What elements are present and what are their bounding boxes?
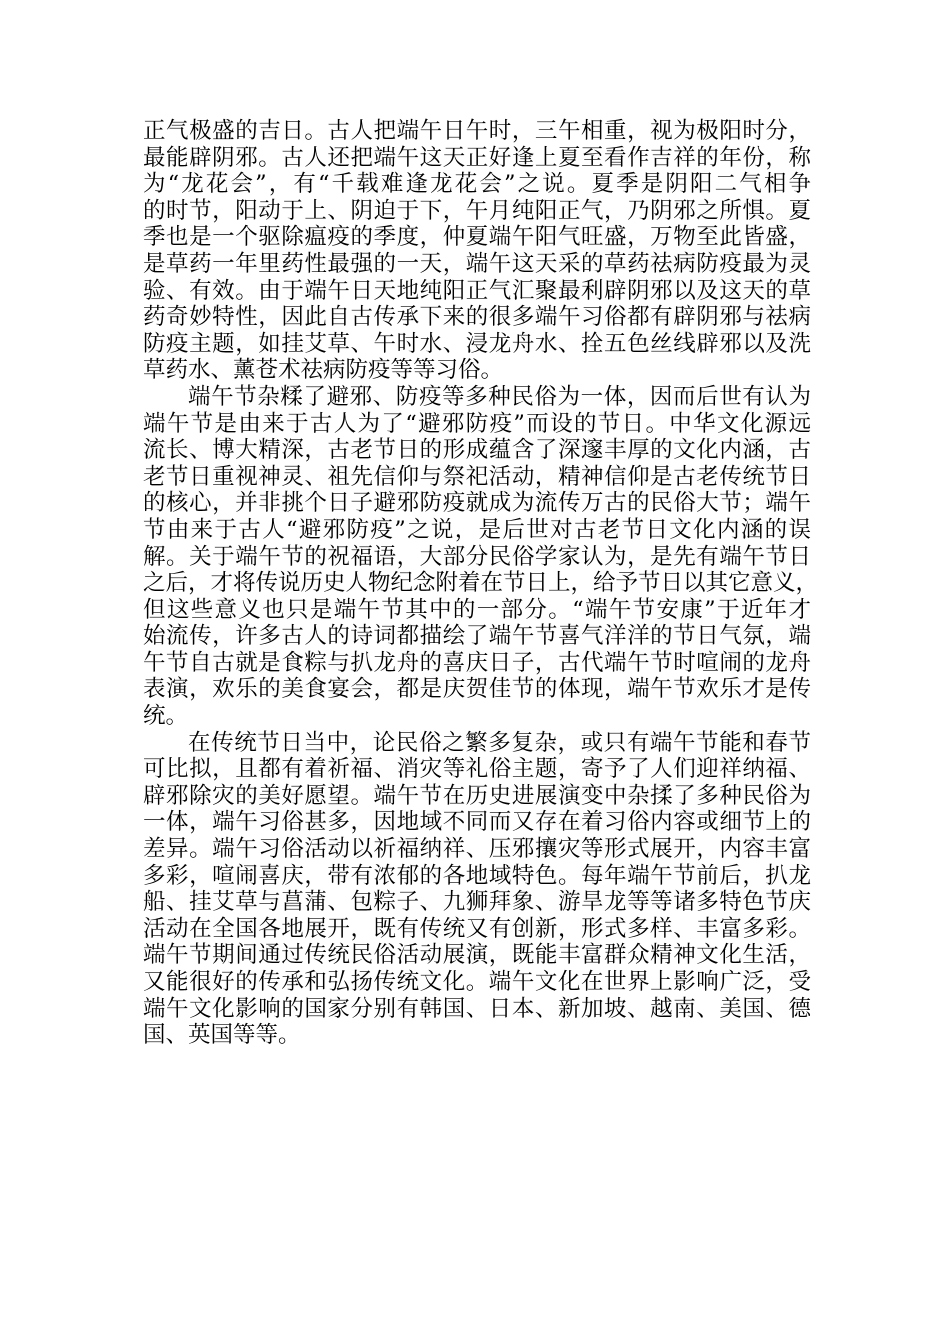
paragraph xyxy=(143,118,811,384)
text-line: 解。关于端午节的祝福语，大部分民俗学家认为，是先有端午节日 xyxy=(143,543,811,570)
text-line: 表演，欢乐的美食宴会，都是庆贺佳节的体现，端午节欢乐才是传 xyxy=(143,676,811,703)
text-line: 正气极盛的吉日。古人把端午日午时，三午相重，视为极阳时分， xyxy=(143,118,811,144)
text-line: 为“龙花会”，有“千载难逢龙花会”之说。夏季是阴阳二气相争 xyxy=(143,171,811,198)
text-line: 草药水、薰苍术祛病防疫等等习俗。 xyxy=(143,357,504,384)
text-line: 差异。端午习俗活动以祈福纳祥、压邪攘灾等形式展开，内容丰富 xyxy=(143,836,811,863)
text-line: 国、英国等等。 xyxy=(143,1022,301,1049)
text-line: 端午节是由来于古人为了“避邪防疫”而设的节日。中华文化源远 xyxy=(143,410,811,437)
text-line: 船、挂艾草与菖蒲、包粽子、九狮拜象、游旱龙等等诸多特色节庆 xyxy=(143,889,811,916)
text-line: 季也是一个驱除瘟疫的季度，仲夏端午阳气旺盛，万物至此皆盛， xyxy=(143,224,811,251)
document-body xyxy=(143,118,819,1049)
text-line: 一体，端午习俗甚多，因地域不同而又存在着习俗内容或细节上的 xyxy=(143,809,811,836)
text-line: 的核心，并非挑个日子避邪防疫就成为流传万古的民俗大节；端午 xyxy=(143,490,811,517)
text-line: 最能辟阴邪。古人还把端午这天正好逢上夏至看作吉祥的年份，称 xyxy=(143,144,811,171)
text-line: 流长、博大精深，古老节日的形成蕴含了深邃丰厚的文化内涵，古 xyxy=(143,437,811,464)
text-line: 但这些意义也只是端午节其中的一部分。“端午节安康”于近年才 xyxy=(143,596,811,623)
text-line: 之后，才将传说历史人物纪念附着在节日上，给予节日以其它意义， xyxy=(143,570,819,597)
text-line: 端午文化影响的国家分别有韩国、日本、新加坡、越南、美国、德 xyxy=(143,995,811,1022)
text-line: 在传统节日当中，论民俗之繁多复杂，或只有端午节能和春节 xyxy=(188,729,811,756)
text-line: 端午节杂糅了避邪、防疫等多种民俗为一体，因而后世有认为 xyxy=(188,383,811,410)
text-line: 统。 xyxy=(143,703,189,730)
text-line: 节由来于古人“避邪防疫”之说，是后世对古老节日文化内涵的误 xyxy=(143,516,811,543)
text-line: 药奇妙特性，因此自古传承下来的很多端午习俗都有辟阴邪与祛病 xyxy=(143,304,811,331)
text-line: 活动在全国各地展开，既有传统又有创新，形式多样、丰富多彩。 xyxy=(143,915,811,942)
text-line: 可比拟，且都有着祈福、消灾等礼俗主题，寄予了人们迎祥纳福、 xyxy=(143,756,811,783)
text-line: 的时节，阳动于上、阴迫于下，午月纯阳正气，乃阴邪之所惧。夏 xyxy=(143,197,811,224)
paragraph xyxy=(143,383,819,730)
text-line: 是草药一年里药性最强的一天，端午这天采的草药祛病防疫最为灵 xyxy=(143,250,811,277)
text-line: 又能很好的传承和弘扬传统文化。端午文化在世界上影响广泛，受 xyxy=(143,969,811,995)
text-line: 老节日重视神灵、祖先信仰与祭祀活动，精神信仰是古老传统节日 xyxy=(143,463,811,490)
text-line: 辟邪除灾的美好愿望。端午节在历史进展演变中杂揉了多种民俗为 xyxy=(143,782,811,809)
text-line: 始流传，许多古人的诗词都描绘了端午节喜气洋洋的节日气氛，端 xyxy=(143,623,811,650)
text-line: 端午节期间通过传统民俗活动展演，既能丰富群众精神文化生活， xyxy=(143,942,811,969)
text-line: 验、有效。由于端午日天地纯阳正气汇聚最利辟阴邪以及这天的草 xyxy=(143,277,811,304)
text-line: 防疫主题，如挂艾草、午时水、浸龙舟水、拴五色丝线辟邪以及洗 xyxy=(143,330,811,357)
text-line: 多彩，喧闹喜庆，带有浓郁的各地域特色。每年端午节前后，扒龙 xyxy=(143,862,811,889)
paragraph xyxy=(143,730,811,1049)
text-line: 午节自古就是食粽与扒龙舟的喜庆日子，古代端午节时喧闹的龙舟 xyxy=(143,649,811,676)
